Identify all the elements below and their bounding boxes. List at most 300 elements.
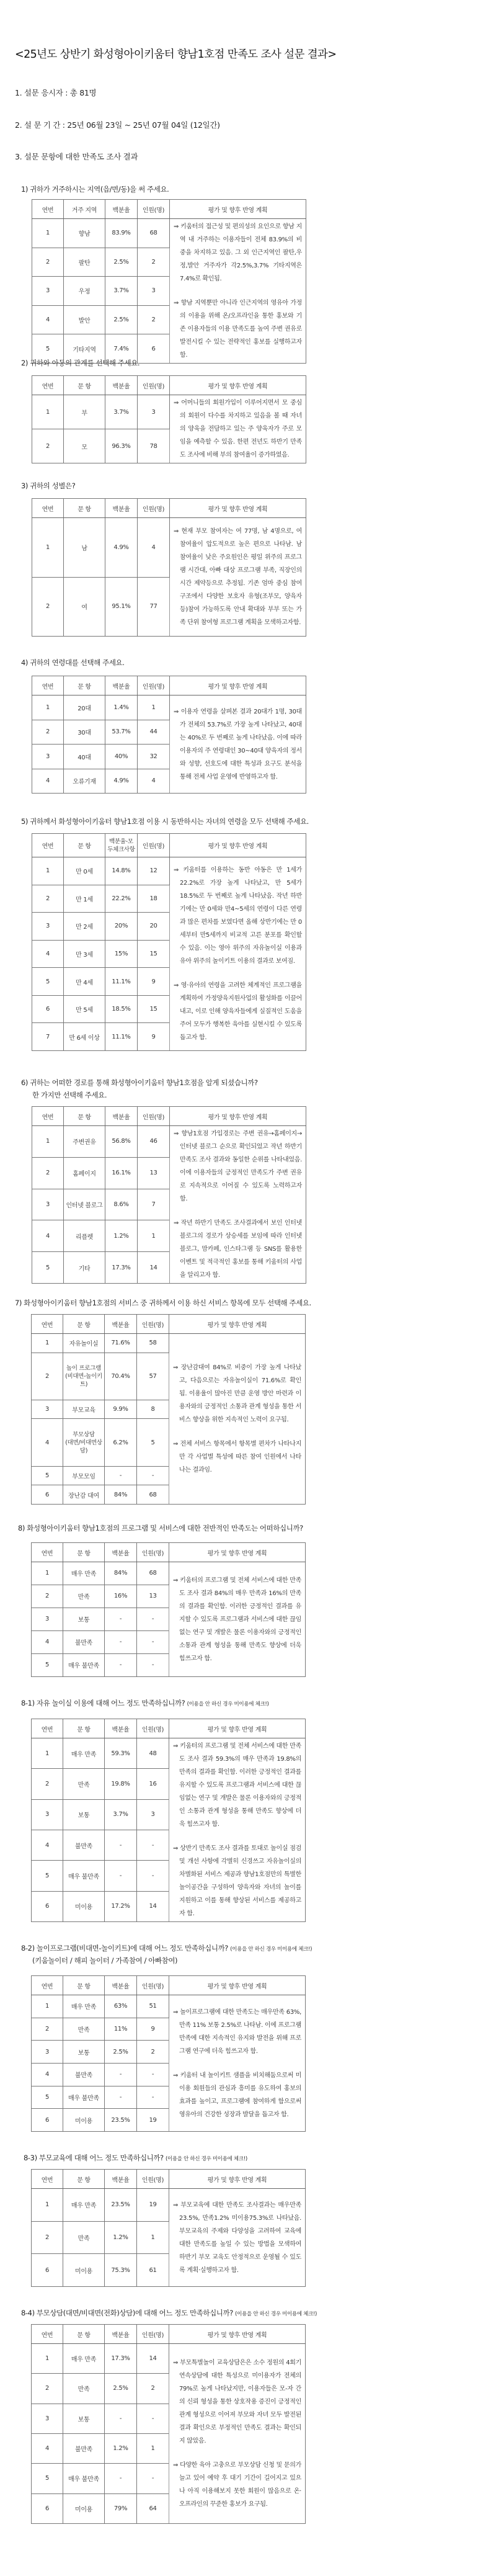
eval-paragraph: ⇒ 키움터의 프로그램 및 전체 서비스에 대한 만족도 조사 결과 84%의 매우 만족과 16%의 만족의 결과를 확인함. 이러한 긍정적인 결과를 유지할 수 있도록 프로그램과 서비스에 대한 끊임없는 연구 및 개발은 물론 이용자와의 긍정적인 소통과 관계 형성을 통해 만족도 향상에 더욱 힘쓰고자 함.: [173, 1576, 301, 1662]
cell-no: 4: [32, 1220, 64, 1252]
cell-pct: 17.2%: [105, 1891, 137, 1921]
cell-item: 보통: [63, 2041, 105, 2064]
cell-pct: 23.5%: [105, 2109, 137, 2132]
cell-no: 5: [32, 2464, 63, 2493]
cell-item: 미이용: [63, 1891, 105, 1921]
header-count: 인원(명): [137, 2325, 169, 2344]
cell-item: 만족: [63, 1769, 105, 1799]
cell-item: 미이용: [63, 2109, 105, 2132]
header-eval: 평가 및 향후 반영 계획: [169, 1976, 306, 1995]
table-row: [32, 2344, 306, 2374]
header-pct: 백분율: [105, 1543, 137, 1562]
header-item: 문 항: [64, 376, 105, 395]
header-pct-line2: 두체크사항: [107, 846, 135, 853]
cell-count: 68: [137, 1562, 169, 1585]
cell-count: -: [137, 1630, 169, 1653]
cell-item: 매우 불만족: [63, 2086, 105, 2109]
table-header-row: [32, 2170, 306, 2189]
cell-count: -: [137, 1830, 169, 1860]
eval-paragraph: ⇒ 향남1호점 가입경로는 주변 권유→홈페이지→인터넷 블로그 순으로 확인되었고 작년 하반기 만족도 조사 결과와 동일한 순위를 나타내었음. 이에 이용자들의 긍정적인 만족도가 주변 권유로 지속적으로 이어질 수 있도록 노력하고자 함.: [174, 1130, 302, 1202]
q8-1-table: [31, 1719, 306, 1922]
cell-item: 20대: [64, 695, 105, 720]
cell-item: 장난감 대여: [63, 1485, 105, 1505]
header-item: 문 항: [64, 834, 105, 857]
table-row: [32, 695, 306, 720]
header-count: 인원(명): [138, 1107, 170, 1126]
header-pct: 백분율: [105, 676, 138, 695]
cell-count: 46: [138, 1126, 170, 1158]
cell-no: 2: [32, 1585, 63, 1608]
cell-count: 20: [138, 913, 170, 941]
cell-count: 2: [137, 2374, 169, 2404]
cell-pct: 2.5%: [105, 248, 138, 277]
cell-count: 8: [137, 1400, 169, 1419]
cell-count: 19: [137, 2109, 169, 2132]
cell-count: 13: [138, 1157, 170, 1189]
header-eval: 평가 및 향후 반영 계획: [170, 676, 306, 695]
q8-2-question-text: 8-2) 놀이프로그램(비대면-놀이키트)에 대해 어느 정도 만족하십니까?: [21, 1944, 229, 1952]
eval-paragraph: ⇒ 키움터의 프로그램 및 전체 서비스에 대한 만족도 조사 결과 59.3%의 매우 만족과 19.8%의 만족의 결과를 확인함. 이러한 긍정적인 결과를 유지할 수 있도록 프로그램과 서비스에 대한 끊임없는 연구 및 개발은 물론 이용자와의 긍정적인 소통과 관계 형성을 통해 만족도 향상에 더욱 힘쓰고자 함.: [173, 1743, 301, 1828]
cell-no: 3: [32, 1799, 63, 1830]
cell-no: 3: [32, 2404, 63, 2433]
q8-3-question: [24, 2153, 247, 2163]
cell-item: 기타: [64, 1252, 105, 1284]
cell-item: 불만족: [63, 2063, 105, 2086]
eval-paragraph: ⇒ 현재 부모 참여자는 여 77명, 남 4명으로, 여 참여율이 압도적으로 높은 편으로 나타남. 남 참여율이 낮은 주요원인은 평일 위주의 프로그램 시간대, 아빠 대상 프로그램 부족, 직장인의 시간 제약등으로 추정됨. 기존 엄마 중심 참여 구조에서 다양한 보호자 유형(조부모, 양육자 등)참여 가능하도록 안내 확대와 부부 또는 가족 단위 참여형 프로그램 계획을 모색하고자함.: [174, 528, 302, 626]
cell-item: 리플렛: [64, 1220, 105, 1252]
q8-1-note: (이용을 안 하신 경우 미이용에 체크!): [187, 1701, 269, 1707]
cell-count: 15: [138, 940, 170, 968]
header-eval: 평가 및 향후 반영 계획: [169, 2325, 306, 2344]
cell-count: 18: [138, 885, 170, 913]
table-header-row: [32, 499, 306, 518]
cell-pct: 16%: [105, 1585, 137, 1608]
cell-no: 4: [32, 769, 64, 794]
cell-count: 68: [138, 219, 170, 248]
header-no: 연번: [32, 2170, 63, 2189]
q8-4-note: (이용을 안 하신 경우 미이용에 체크!): [235, 2311, 317, 2317]
cell-count: 32: [138, 745, 170, 769]
header-item: 문 항: [64, 499, 105, 518]
cell-item: 만 2세: [64, 913, 105, 941]
cell-eval: [170, 219, 306, 364]
table-row: [32, 1126, 306, 1158]
table-header-row: [32, 676, 306, 695]
cell-eval: [169, 1334, 306, 1505]
table-header-row: [32, 1543, 306, 1562]
header-pct: 백분율: [105, 1719, 137, 1738]
q6-question-sub: 한 가지만 선택해 주세요.: [32, 1091, 107, 1099]
cell-no: 1: [32, 2344, 63, 2374]
cell-count: 44: [138, 720, 170, 745]
cell-no: 1: [32, 1334, 63, 1353]
table-row: [32, 395, 306, 429]
q8-1-question-text: 8-1) 자유 놀이실 이용에 대해 어느 정도 만족하십니까?: [21, 1699, 185, 1707]
cell-eval: [169, 2189, 306, 2287]
cell-pct: -: [105, 1653, 137, 1676]
cell-no: 4: [32, 305, 64, 334]
cell-pct: 4.9%: [105, 769, 138, 794]
table-row: [32, 1562, 306, 1585]
cell-pct: 95.1%: [105, 577, 138, 637]
cell-no: 3: [32, 1608, 63, 1630]
table-header-row: [32, 376, 306, 395]
cell-no: 2: [32, 885, 64, 913]
cell-item: 매우 만족: [63, 2344, 105, 2374]
cell-count: -: [137, 2063, 169, 2086]
cell-count: 5: [137, 1419, 169, 1466]
cell-pct: 40%: [105, 745, 138, 769]
cell-pct: -: [105, 1608, 137, 1630]
cell-item: 보통: [63, 2404, 105, 2433]
q8-question: 8) 화성형아이키움터 향남1호점의 프로그램 및 서비스에 대한 전반적인 만족도는 어떠하십니까?: [18, 1524, 303, 1532]
table-row: [32, 518, 306, 578]
header-count: 인원(명): [137, 1976, 169, 1995]
header-count: 인원(명): [137, 1543, 169, 1562]
cell-no: 2: [32, 2221, 63, 2254]
cell-eval: [170, 1126, 306, 1284]
cell-count: 51: [137, 1995, 169, 2018]
cell-item-line2: (대면/비대면상담): [65, 1439, 102, 1454]
q5-table: [32, 833, 306, 1051]
cell-pct: 16.1%: [105, 1157, 138, 1189]
cell-item-line1: 놀이 프로그램: [66, 1364, 101, 1372]
q5-question: 5) 귀하께서 화성형아이키움터 향남1호점 이용 시 동반하시는 자녀의 연령을 모두 선택해 주세요.: [21, 817, 309, 826]
cell-no: 6: [32, 2493, 63, 2523]
cell-item: 모: [64, 429, 105, 463]
header-count: 인원(명): [138, 499, 170, 518]
cell-eval: [169, 1562, 306, 1677]
cell-pct: -: [105, 2464, 137, 2493]
cell-count: -: [137, 1466, 169, 1485]
cell-no: 3: [32, 1189, 64, 1220]
q4-question: 4) 귀하의 연령대를 선택해 주세요.: [21, 658, 125, 667]
cell-no: 2: [32, 1353, 63, 1400]
cell-item: 만족: [63, 2221, 105, 2254]
eval-paragraph: ⇒ 영·유아의 연령을 고려한 체계적인 프로그램을 계획하여 가정양육지원사업의 활성화를 이끌어내고, 이로 인해 양육자들에게 실질적인 도움을 주어 모두가 행복한 육아를 실현시킬 수 있도록 돕고자 함.: [174, 982, 302, 1041]
header-no: 연번: [32, 1315, 63, 1334]
header-count: 인원(명): [138, 376, 170, 395]
cell-item: 인터넷 블로그: [64, 1189, 105, 1220]
cell-item: 만 0세: [64, 857, 105, 885]
cell-pct: 11.1%: [105, 968, 138, 996]
cell-eval: [169, 1995, 306, 2132]
q1-question: 1) 귀하가 거주하시는 지역(읍/면/동)을 써 주세요.: [21, 185, 169, 194]
cell-item: 향남: [64, 219, 105, 248]
q8-2-question-sub: (키움놀이터 / 해피 놀이터 / 가족참여 / 아빠참여): [32, 1956, 178, 1965]
cell-pct: 6.2%: [105, 1419, 137, 1466]
cell-count: 2: [138, 305, 170, 334]
cell-pct: 83.9%: [105, 219, 138, 248]
cell-item: 부모모임: [63, 1466, 105, 1485]
q8-3-question-text: 8-3) 부모교육에 대해 어느 정도 만족하십니까?: [24, 2153, 164, 2162]
header-pct: 백분율: [105, 2325, 137, 2344]
cell-no: 1: [32, 1738, 63, 1769]
cell-pct: -: [105, 1466, 137, 1485]
table-header-row: [32, 2325, 306, 2344]
cell-pct: -: [105, 1861, 137, 1891]
cell-item: 매우 만족: [63, 1995, 105, 2018]
section3-heading: 3. 설문 문항에 대한 만족도 조사 결과: [15, 152, 138, 161]
eval-paragraph: ⇒ 키움터의 접근성 및 편의성의 요인으로 향남 지역 내 거주하는 이용자들이 전체 83.9%의 비중을 차지하고 있음. 그 외 인근지역인 팔탄,우정,발안 거주자가 각2.5%,3.7% 기타지역은7.4%로 확인됨.: [174, 223, 302, 282]
cell-no: 1: [32, 395, 64, 429]
cell-no: 1: [32, 695, 64, 720]
cell-no: 4: [32, 940, 64, 968]
cell-count: 4: [138, 518, 170, 578]
cell-no: 2: [32, 1157, 64, 1189]
header-item: 문 항: [63, 1719, 105, 1738]
header-pct: 백분율: [105, 1315, 137, 1334]
header-eval: 평가 및 향후 반영 계획: [169, 2170, 306, 2189]
cell-no: 6: [32, 1485, 63, 1505]
cell-item: 30대: [64, 720, 105, 745]
table-row: [32, 2189, 306, 2222]
cell-item: 기타지역: [64, 334, 105, 364]
cell-count: 7: [138, 1189, 170, 1220]
cell-pct: 20%: [105, 913, 138, 941]
cell-item: 만 1세: [64, 885, 105, 913]
cell-count: 1: [137, 2433, 169, 2463]
cell-no: 2: [32, 1769, 63, 1799]
header-count: 인원(명): [137, 1719, 169, 1738]
header-no: 연번: [32, 1107, 64, 1126]
header-eval: 평가 및 향후 반영 계획: [170, 834, 306, 857]
cell-no: 1: [32, 1562, 63, 1585]
cell-no: 2: [32, 248, 64, 277]
cell-count: 14: [137, 2344, 169, 2374]
cell-item: 매우 불만족: [63, 1653, 105, 1676]
cell-no: 1: [32, 518, 64, 578]
cell-no: 2: [32, 429, 64, 463]
cell-eval: [170, 857, 306, 1051]
q4-table: [32, 676, 306, 794]
cell-item: 매우 불만족: [63, 2464, 105, 2493]
header-no: 연번: [32, 1719, 63, 1738]
header-no: 연번: [32, 1976, 63, 1995]
cell-pct: 84%: [105, 1485, 137, 1505]
header-count: 인원(명): [137, 2170, 169, 2189]
q3-table: [32, 498, 306, 637]
eval-paragraph: ⇒ 향남 지역뿐만 아니라 인근지역의 영유아 가정의 이용을 위해 온/오프라인을 통한 홍보와 기존 이용자들의 이용 만족도를 높여 주변 권유로 발전시킬 수 있는 전략적인 홍보를 실행하고자 함.: [174, 300, 302, 359]
cell-pct: 7.4%: [105, 334, 138, 364]
eval-paragraph: ⇒ 어머니들의 회원가입이 이루어지면서 모 중심의 회원이 다수를 차지하고 있음을 볼 때 자녀의 양육을 전담하고 있는 주 양육자가 주로 모임을 예측할 수 있음. 한편 전년도 하반기 만족도 조사에 비해 부의 참여율이 증가하였음.: [174, 400, 302, 458]
cell-item: 오류기재: [64, 769, 105, 794]
cell-count: 12: [138, 857, 170, 885]
header-eval: 평가 및 향후 반영 계획: [170, 1107, 306, 1126]
cell-no: 2: [32, 577, 64, 637]
cell-item-line1: 부모상담: [73, 1431, 95, 1438]
cell-no: 1: [32, 2189, 63, 2222]
cell-pct: 70.4%: [105, 1353, 137, 1400]
cell-no: 5: [32, 968, 64, 996]
cell-pct: 53.7%: [105, 720, 138, 745]
cell-no: 3: [32, 277, 64, 306]
cell-pct: 1.4%: [105, 695, 138, 720]
cell-eval: [169, 2344, 306, 2524]
cell-eval: [170, 395, 306, 463]
cell-item: 매우 만족: [63, 1562, 105, 1585]
cell-item: 부모교육: [63, 1400, 105, 1419]
header-eval: 평가 및 향후 반영 계획: [170, 376, 306, 395]
cell-count: 3: [138, 395, 170, 429]
q2-table: [32, 375, 306, 463]
cell-pct: -: [105, 2086, 137, 2109]
header-item: 문 항: [63, 2325, 105, 2344]
cell-item: 자유놀이실: [63, 1334, 105, 1353]
cell-count: 16: [137, 1769, 169, 1799]
header-item: 문 항: [64, 676, 105, 695]
header-no: 연번: [32, 676, 64, 695]
table-row: [32, 1738, 306, 1769]
cell-item: 매우 만족: [63, 2189, 105, 2222]
respondents-line: 1. 설문 응시자 : 총 81명: [15, 88, 97, 97]
eval-paragraph: ⇒ 전체 서비스 항목에서 항목별 편차가 나타나지만 각 사업별 특성에 따른 참여 인원에서 나타나는 결과임.: [173, 1441, 301, 1474]
q2-question: 2) 귀하와 아동의 관계를 선택해 주세요.: [21, 359, 140, 367]
cell-pct: 59.3%: [105, 1738, 137, 1769]
table-row: [32, 219, 306, 248]
cell-pct: 1.2%: [105, 1220, 138, 1252]
cell-count: 77: [138, 577, 170, 637]
cell-no: 5: [32, 1653, 63, 1676]
table-row: [32, 1995, 306, 2018]
cell-item: 만족: [63, 2374, 105, 2404]
header-eval: 평가 및 향후 반영 계획: [170, 499, 306, 518]
cell-pct: 71.6%: [105, 1334, 137, 1353]
cell-no: 3: [32, 1400, 63, 1419]
cell-item: 남: [64, 518, 105, 578]
cell-pct: 14.8%: [105, 857, 138, 885]
cell-no: 4: [32, 1419, 63, 1466]
header-eval: 평가 및 향후 반영 계획: [169, 1543, 306, 1562]
table-header-row: [32, 1976, 306, 1995]
cell-count: -: [137, 2404, 169, 2433]
cell-eval: [170, 518, 306, 637]
header-item: 문 항: [64, 1107, 105, 1126]
cell-count: 6: [138, 334, 170, 364]
cell-count: 64: [137, 2493, 169, 2523]
table-header-row: [32, 1719, 306, 1738]
table-header-row: [32, 200, 306, 219]
cell-count: 1: [137, 2221, 169, 2254]
cell-no: 6: [32, 995, 64, 1023]
cell-count: -: [137, 2086, 169, 2109]
cell-count: 9: [138, 1023, 170, 1051]
cell-pct: -: [105, 1630, 137, 1653]
cell-item: 만 3세: [64, 940, 105, 968]
cell-pct: 79%: [105, 2493, 137, 2523]
cell-count: 78: [138, 429, 170, 463]
header-count: 인원(명): [138, 676, 170, 695]
cell-pct: 18.5%: [105, 995, 138, 1023]
cell-count: 2: [137, 2041, 169, 2064]
cell-item: 부: [64, 395, 105, 429]
cell-count: 19: [137, 2189, 169, 2222]
header-no: 연번: [32, 1543, 63, 1562]
q8-2-table: [31, 1975, 306, 2132]
cell-no: 1: [32, 857, 64, 885]
eval-paragraph: ⇒ 부모특별놀이 교육상담은은 소수 정원의 4회기 연속상담에 대한 특성으로 미이용자가 전체의 79%로 높게 나타났지만, 이용자들은 모-자 간의 신뢰 형성을 통한 상호작용 증진이 긍정적인 관계 형성으로 이어져 부모와 자녀 모두 발전된 결과 확인으로 부정적인 만족도 결과는 확인되지 않았음.: [173, 2359, 301, 2444]
eval-paragraph: ⇒ 부모교육에 대한 만족도 조사결과는 매우만족 23.5%, 만족1.2% 미이용75.3%로 나타났음. 부모교육의 주제와 다양성을 고려하여 교육에 대한 만족도를 높일 수 있는 방법을 모색하여 하반기 부모 교육도 안정적으로 운영될 수 있도록 계획·실행하고자 함.: [173, 2201, 301, 2274]
cell-item: [63, 1419, 105, 1466]
cell-count: 9: [137, 2018, 169, 2041]
cell-no: 6: [32, 2254, 63, 2287]
cell-pct: 9.9%: [105, 1400, 137, 1419]
cell-eval: [169, 1738, 306, 1922]
eval-paragraph: ⇒ 다양한 육아 고충으로 부모상담 신청 및 문의가 늘고 있어 예약 후 대기 기간이 길어지고 있으나 아직 이용해보지 못한 회원이 많음으로 온·오프라인의 꾸준한 홍보가 요구됨.: [173, 2462, 301, 2508]
cell-item: 만 4세: [64, 968, 105, 996]
q8-4-question-text: 8-4) 부모상담(대면/비대면(전화)상담)에 대해 어느 정도 만족하십니까?: [21, 2309, 233, 2317]
cell-count: 57: [137, 1353, 169, 1400]
cell-item: 40대: [64, 745, 105, 769]
cell-pct: 19.8%: [105, 1769, 137, 1799]
cell-item: [63, 1353, 105, 1400]
cell-item: 발안: [64, 305, 105, 334]
cell-count: -: [137, 1608, 169, 1630]
header-pct: 백분율: [105, 200, 138, 219]
cell-count: 14: [138, 1252, 170, 1284]
header-pct: 백분율: [105, 499, 138, 518]
cell-no: 5: [32, 1466, 63, 1485]
cell-item: 주변권유: [64, 1126, 105, 1158]
cell-count: 13: [137, 1585, 169, 1608]
cell-item: 불만족: [63, 1830, 105, 1860]
cell-item: 매우 불만족: [63, 1861, 105, 1891]
table-header-row: [32, 834, 306, 857]
cell-pct: -: [105, 2404, 137, 2433]
cell-item: 여: [64, 577, 105, 637]
cell-item: 팔탄: [64, 248, 105, 277]
header-no: 연번: [32, 2325, 63, 2344]
q7-table: [31, 1314, 306, 1505]
cell-pct: 84%: [105, 1562, 137, 1585]
cell-count: -: [137, 1653, 169, 1676]
header-pct-line1: 백분율-모: [109, 838, 133, 845]
cell-no: 1: [32, 1995, 63, 2018]
cell-item: 미이용: [63, 2254, 105, 2287]
cell-no: 5: [32, 1861, 63, 1891]
header-no: 연번: [32, 200, 64, 219]
q8-3-table: [31, 2169, 306, 2287]
header-pct: [105, 834, 138, 857]
header-item: 문 항: [63, 1315, 105, 1334]
cell-no: 5: [32, 1252, 64, 1284]
q8-4-table: [31, 2324, 306, 2524]
cell-count: 3: [138, 277, 170, 306]
eval-paragraph: ⇒ 키움터 내 놀이키트 샘플을 비치해둠으로써 미이용 회원들의 관심과 흥미를 유도하여 홍보의 효과를 높이고, 프로그램에 참여하게 함으로써 영유아의 건강한 성장과 발달을 돕고자 함.: [173, 2072, 301, 2118]
cell-pct: 17.3%: [105, 1252, 138, 1284]
q8-4-question: [21, 2308, 317, 2318]
cell-pct: 3.7%: [105, 395, 138, 429]
cell-count: -: [137, 2464, 169, 2493]
eval-paragraph: ⇒ 장난감대여 84%로 비중이 가장 높게 나타났고, 다음으로는 자유놀이실이 71.6%로 확인됨. 이용율이 많아진 만큼 운영 방안 마련과 이용자와의 긍정적인 소통과 관계 형성을 통한 서비스 향상을 위한 지속적인 노력이 요구됨.: [173, 1364, 301, 1423]
header-count: 인원(명): [138, 834, 170, 857]
cell-pct: 1.2%: [105, 2433, 137, 2463]
cell-item: 불만족: [63, 1630, 105, 1653]
q6-table: [32, 1106, 306, 1284]
cell-item: 미이용: [63, 2493, 105, 2523]
cell-item: 보통: [63, 1799, 105, 1830]
cell-pct: 96.3%: [105, 429, 138, 463]
q8-table: [31, 1542, 306, 1677]
cell-item: 매우 만족: [63, 1738, 105, 1769]
q8-1-question: [21, 1698, 269, 1708]
header-eval: 평가 및 향후 반영 계획: [169, 1719, 306, 1738]
cell-item-line2: (비대면-놀이키트): [65, 1372, 102, 1388]
cell-no: 4: [32, 1630, 63, 1653]
cell-no: 2: [32, 720, 64, 745]
cell-no: 5: [32, 2086, 63, 2109]
cell-count: 3: [137, 1799, 169, 1830]
